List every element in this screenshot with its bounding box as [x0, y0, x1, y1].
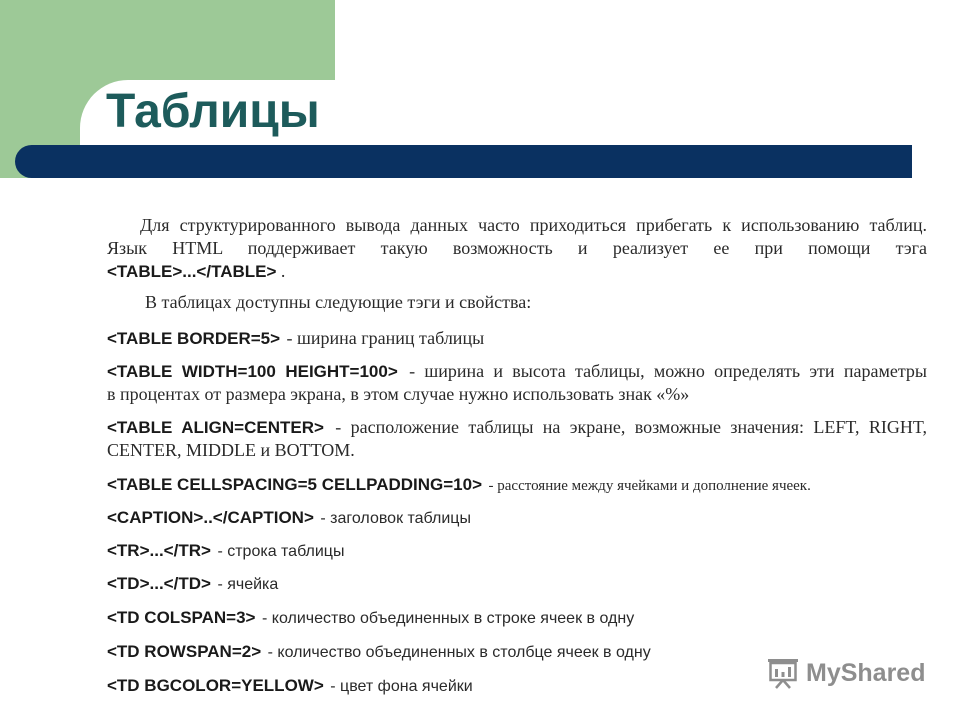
tag-code: <TABLE BORDER=5>	[107, 329, 281, 348]
intro-line-1: Для структурированного вывода данных часто приходиться прибегать к использованию таблиц.	[140, 215, 927, 235]
tag-code: <TABLE WIDTH=100 HEIGHT=100>	[107, 362, 398, 381]
tag-description: - строка таблицы	[217, 543, 345, 560]
myshared-logo-icon	[766, 656, 800, 690]
tag-item-border	[107, 327, 927, 349]
tag-code: <TR>...</TR>	[107, 541, 211, 560]
intro-line-3	[107, 260, 927, 282]
tag-code: <TABLE CELLSPACING=5 CELLPADDING=10>	[107, 475, 483, 494]
watermark-text: MyShared	[806, 659, 926, 687]
tag-code: <TABLE ALIGN=CENTER>	[107, 418, 324, 437]
title-underline-bar	[15, 145, 912, 178]
tag-description: - количество объединенных в строке ячеек в одну	[261, 610, 635, 627]
myshared-watermark	[766, 654, 925, 692]
tag-description: - заголовок таблицы	[320, 510, 471, 527]
tag-code: <TD BGCOLOR=YELLOW>	[107, 676, 324, 695]
tag-code: <TD>...</TD>	[107, 574, 211, 593]
tag-description: - расстояние между ячейками и дополнение ячеек.	[488, 478, 811, 494]
intro-line-2: Язык HTML поддерживает такую возможность и реализует ее при помощи тэга	[107, 238, 927, 258]
tag-description: - расположение таблицы на экране, возможные значения: LEFT, RIGHT,	[335, 417, 927, 437]
tag-description-continued	[107, 383, 927, 405]
tag-item-tr	[107, 539, 927, 561]
tag-description: - ширина границ таблицы	[286, 328, 485, 348]
tag-code: <CAPTION>..</CAPTION>	[107, 508, 314, 527]
tag-item-td	[107, 572, 927, 594]
tag-item-cellspacing	[107, 473, 927, 495]
tag-description: в процентах от размера экрана, в этом случае нужно использовать знак «%»	[107, 384, 690, 404]
lead-text: В таблицах доступны следующие тэги и свойства:	[145, 292, 532, 312]
tag-description: CENTER, MIDDLE и BOTTOM.	[107, 440, 355, 460]
tag-item-align	[107, 416, 927, 438]
tag-code: <TD ROWSPAN=2>	[107, 642, 262, 661]
intro-tail: .	[280, 261, 286, 281]
tag-code: <TABLE>...</TABLE>	[107, 262, 277, 281]
tag-description: - цвет фона ячейки	[330, 678, 473, 695]
tag-code: <TD COLSPAN=3>	[107, 608, 256, 627]
tag-description: - ширина и высота таблицы, можно определять эти параметры	[409, 361, 927, 381]
tag-item-width-height	[107, 360, 927, 382]
tag-description: - ячейка	[217, 576, 279, 593]
tag-item-caption	[107, 506, 927, 528]
slide-title: Таблицы	[106, 85, 320, 138]
tag-description-continued	[107, 439, 927, 461]
tag-description: - количество объединенных в столбце ячеек в одну	[267, 644, 651, 661]
tag-item-colspan	[107, 606, 927, 628]
